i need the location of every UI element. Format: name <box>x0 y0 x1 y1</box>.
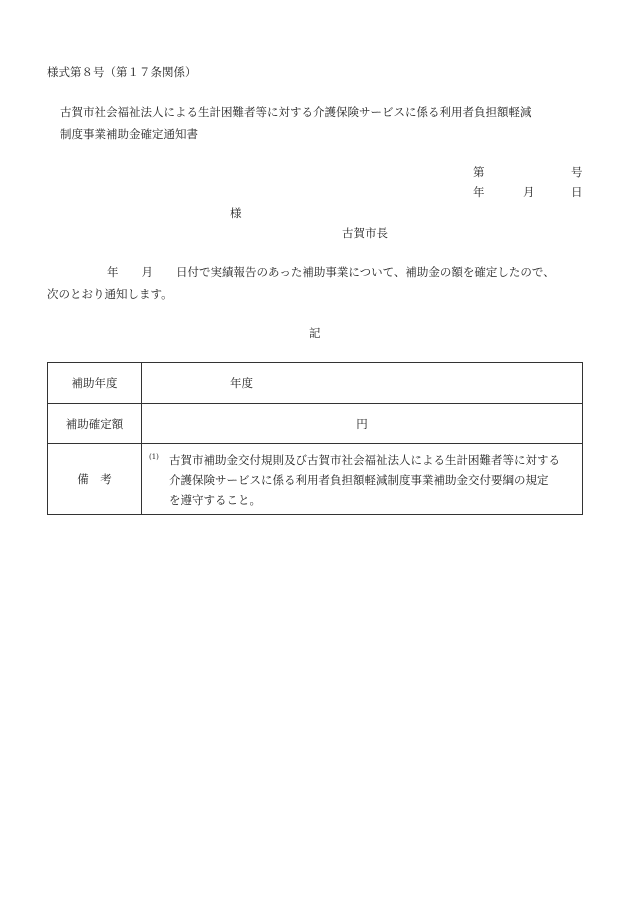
label-confirmed-amount: 補助確定額 <box>48 404 142 444</box>
value-confirmed-amount: 円 <box>142 404 583 444</box>
value-remarks <box>142 444 583 515</box>
doc-number-suffix: 号 <box>571 165 583 179</box>
doc-number-prefix: 第 <box>473 165 485 179</box>
table-row-subsidy-year <box>48 363 583 404</box>
date-month-label: 月 <box>523 185 535 199</box>
body-text-line-1: 年 月 日付で実績報告のあった補助事業について、補助金の額を確定したので、 <box>107 265 555 279</box>
document-title-line-2: 制度事業補助金確定通知書 <box>60 127 198 141</box>
ki-heading: 記 <box>309 326 321 340</box>
label-subsidy-year: 補助年度 <box>48 363 142 404</box>
date-year-label: 年 <box>473 185 485 199</box>
body-text-line-2: 次のとおり通知します。 <box>47 287 173 301</box>
label-remarks: 備 考 <box>48 444 142 515</box>
table-row-confirmed-amount <box>48 404 583 444</box>
table-row-remarks <box>48 444 583 515</box>
remarks-line-2: 介護保険サービスに係る利用者負担額軽減制度事業補助金交付要綱の規定 <box>169 473 549 487</box>
form-number: 様式第８号（第１７条関係） <box>47 65 197 79</box>
addressee-honorific: 様 <box>230 206 242 220</box>
remarks-item-number: (1) <box>149 453 159 461</box>
remarks-line-3: を遵守すること。 <box>169 493 261 507</box>
value-subsidy-year: 年度 <box>142 363 583 404</box>
date-day-label: 日 <box>571 185 583 199</box>
info-table <box>47 362 583 515</box>
document-title-line-1: 古賀市社会福祉法人による生計困難者等に対する介護保険サービスに係る利用者負担額軽減 <box>60 105 532 119</box>
sender-name: 古賀市長 <box>342 226 388 240</box>
remarks-line-1: 古賀市補助金交付規則及び古賀市社会福祉法人による生計困難者等に対する <box>169 453 560 467</box>
